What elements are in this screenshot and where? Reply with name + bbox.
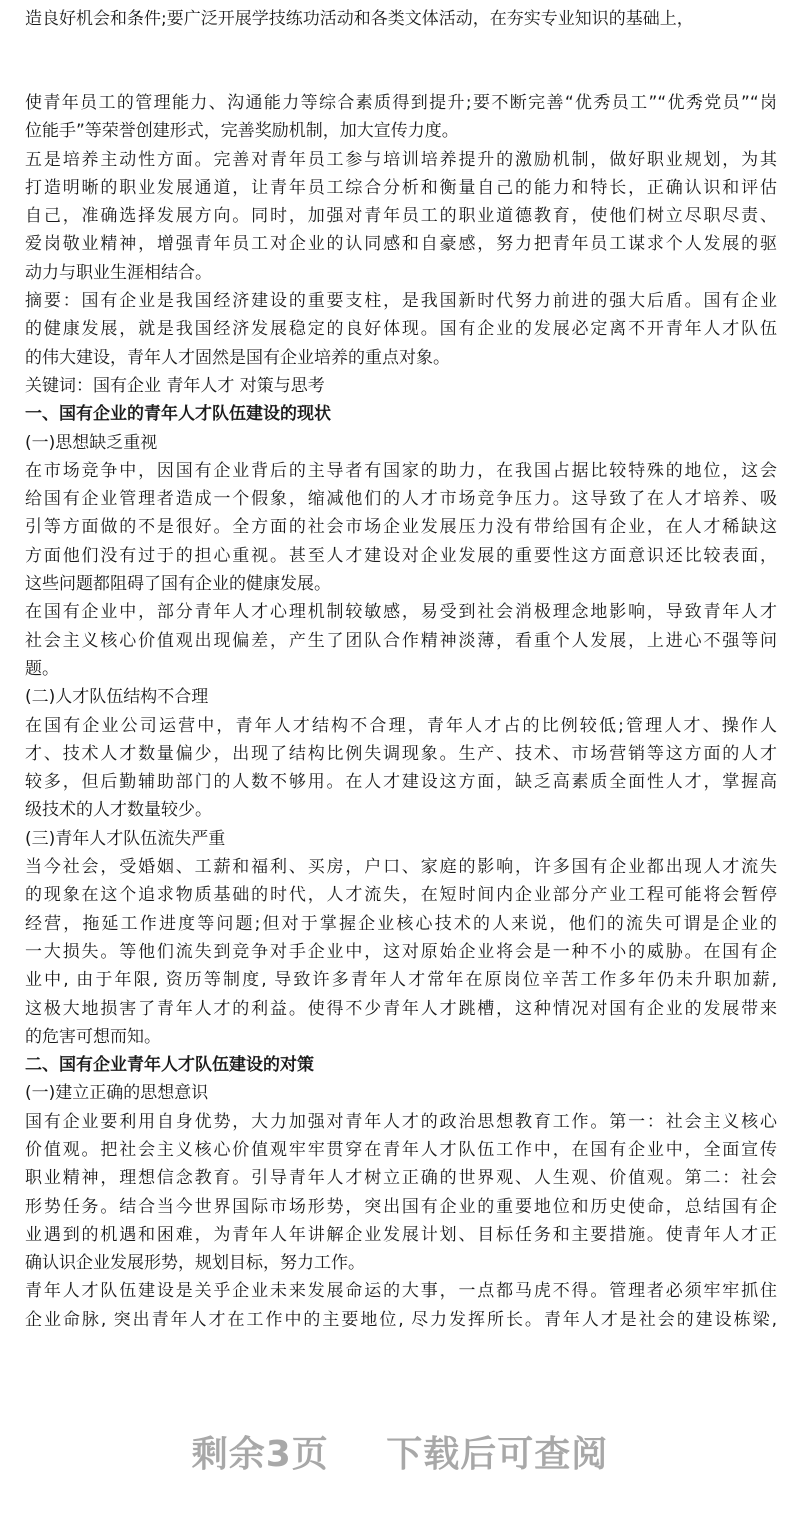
download-to-view-label: 下载后可查阅 — [386, 1434, 609, 1475]
text-line: 青年人才队伍建设是关乎企业未来发展命运的大事，一点都马虎不得。管理者必须牢牢抓住 — [25, 1281, 777, 1302]
text-line: 价值观。把社会主义核心价值观牢牢贯穿在青年人才队伍工作中，在国有企业中，全面宣传 — [25, 1139, 777, 1160]
section-heading: 二、国有企业青年人才队伍建设的对策 — [25, 1055, 314, 1076]
text-line: (一)建立正确的思想意识 — [25, 1083, 209, 1104]
text-line: 五是培养主动性方面。完善对青年员工参与培训培养提升的激励机制，做好职业规划，为其 — [25, 149, 777, 170]
text-line: 引等方面做的不是很好。全方面的社会市场企业发展压力没有带给国有企业，在人才稀缺这 — [25, 517, 777, 538]
text-line: 经营，拖延工作进度等问题;但对于掌握企业核心技术的人来说，他们的流失可谓是企业的 — [25, 913, 777, 934]
text-line: 的危害可想而知。 — [25, 1026, 161, 1047]
text-line: 给国有企业管理者造成一个假象，缩减他们的人才市场竞争压力。这导致了在人才培养、吸 — [25, 489, 777, 510]
text-line: 社会主义核心价值观出现偏差，产生了团队合作精神淡薄，看重个人发展，上进心不强等问 — [25, 630, 777, 651]
text-line: 打造明晰的职业发展通道，让青年员工综合分析和衡量自己的能力和特长，正确认识和评估 — [25, 177, 777, 198]
text-line: 企业命脉, 突出青年人才在工作中的主要地位, 尽力发挥所长。青年人才是社会的建设栋梁, — [25, 1309, 777, 1330]
text-line: 业中, 由于年限, 资历等制度, 导致许多青年人才常年在原岗位辛苦工作多年仍未升职加薪, — [25, 970, 777, 991]
text-line: 造良好机会和条件;要广泛开展学技练功活动和各类文体活动，在夯实专业知识的基础上， — [25, 9, 694, 30]
text-line: 级技术的人才数量较少。 — [25, 800, 212, 821]
text-line: 业遇到的机遇和困难，为青年人年讲解企业发展计划、目标任务和主要措施。使青年人才正 — [25, 1224, 777, 1245]
text-line: 在国有企业中，部分青年人才心理机制较敏感，易受到社会消极理念地影响，导致青年人才 — [25, 602, 777, 623]
text-line: 在国有企业公司运营中，青年人才结构不合理，青年人才占的比例较低;管理人才、操作人 — [25, 715, 777, 736]
text-line: (二)人才队伍结构不合理 — [25, 687, 209, 708]
document-body — [25, 89, 777, 1334]
text-line: 职业精神，理想信念教育。引导青年人才树立正确的世界观、人生观、价值观。第二：社会 — [25, 1168, 777, 1189]
text-line: 动力与职业生涯相结合。 — [25, 262, 212, 283]
text-line: 形势任务。结合当今世界国际市场形势，突出国有企业的重要地位和历史使命，总结国有企 — [25, 1196, 777, 1217]
section-heading: 一、国有企业的青年人才队伍建设的现状 — [25, 404, 331, 425]
text-line: 的伟大建设，青年人才固然是国有企业培养的重点对象。 — [25, 347, 450, 368]
text-line: 的健康发展，就是我国经济发展稳定的良好体现。国有企业的发展必定离不开青年人才队伍 — [25, 319, 777, 340]
text-line: 较多，但后勤辅助部门的人数不够用。在人才建设这方面，缺乏高素质全面性人才，掌握高 — [25, 772, 777, 793]
text-line: 这些问题都阻碍了国有企业的健康发展。 — [25, 574, 331, 595]
remaining-pages-label: 剩余3页 — [191, 1434, 329, 1475]
text-line: 的现象在这个追求物质基础的时代，人才流失，在短时间内企业部分产业工程可能将会暂停 — [25, 885, 777, 906]
text-line: 爱岗敬业精神，增强青年员工对企业的认同感和自豪感，努力把青年员工谋求个人发展的驱 — [25, 234, 777, 255]
text-line: 确认识企业发展形势，规划目标，努力工作。 — [25, 1253, 365, 1274]
text-line: (一)思想缺乏重视 — [25, 432, 158, 453]
text-line: 一大损失。等他们流失到竞争对手企业中，这对原始企业将会是一种不小的威胁。在国有企 — [25, 941, 777, 962]
previous-text-block — [25, 0, 777, 34]
text-line: 关键词：国有企业 青年人才 对策与思考 — [25, 375, 325, 396]
text-line: (三)青年人才队伍流失严重 — [25, 828, 226, 849]
text-line: 自己，准确选择发展方向。同时，加强对青年员工的职业道德教育，使他们树立尽职尽责、 — [25, 206, 777, 227]
text-line: 位能手”等荣誉创建形式，完善奖励机制，加大宣传力度。 — [25, 121, 459, 142]
text-line: 这极大地损害了青年人才的利益。使得不少青年人才跳槽，这种情况对国有企业的发展带来 — [25, 998, 777, 1019]
text-line: 才、技术人才数量偏少，出现了结构比例失调现象。生产、技术、市场营销等这方面的人才 — [25, 743, 777, 764]
text-line: 当今社会，受婚姻、工薪和福利、买房，户口、家庭的影响，许多国有企业都出现人才流失 — [25, 857, 777, 878]
text-line: 在市场竞争中，因国有企业背后的主导者有国家的助力，在我国占据比较特殊的地位，这会 — [25, 460, 777, 481]
download-prompt[interactable] — [0, 1426, 800, 1477]
text-line: 使青年员工的管理能力、沟通能力等综合素质得到提升;要不断完善“优秀员工”“优秀党员”“岗 — [25, 93, 777, 113]
text-line: 方面他们没有过于的担心重视。甚至人才建设对企业发展的重要性这方面意识还比较表面， — [25, 545, 777, 566]
text-line: 摘要：国有企业是我国经济建设的重要支柱，是我国新时代努力前进的强大后盾。国有企业 — [25, 291, 777, 312]
text-line: 国有企业要利用自身优势，大力加强对青年人才的政治思想教育工作。第一：社会主义核心 — [25, 1111, 777, 1132]
text-line: 题。 — [25, 658, 59, 679]
